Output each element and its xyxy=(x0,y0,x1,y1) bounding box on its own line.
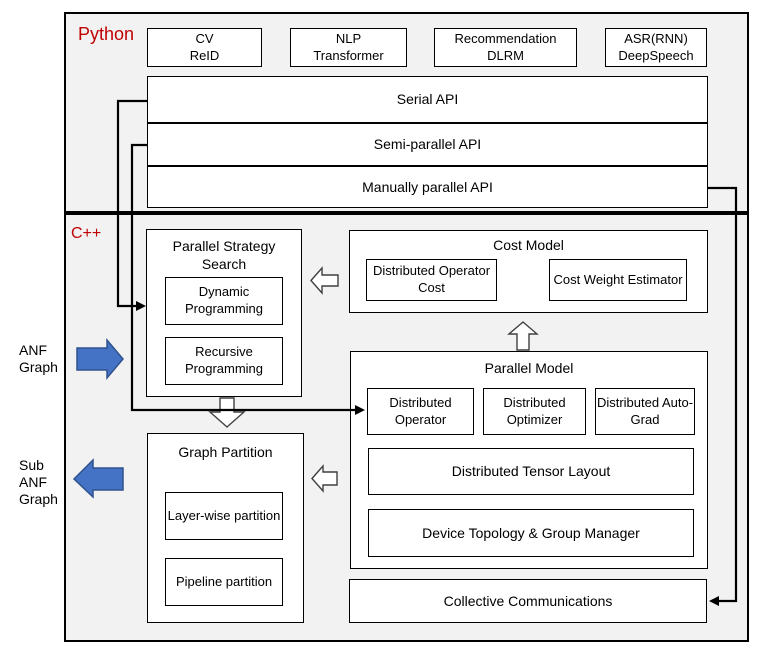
python-section-label: Python xyxy=(78,24,135,44)
distributed-tensor-layout-box: Distributed Tensor Layout xyxy=(368,448,694,495)
app-rec-line2: DLRM xyxy=(487,47,524,63)
parallel-strategy-search-title: Parallel Strategy Search xyxy=(172,238,276,273)
app-box-recommendation-dlrm xyxy=(434,28,577,67)
app-box-asr-deepspeech xyxy=(605,28,707,67)
distributed-operator-cost-box: Distributed Operator Cost xyxy=(366,259,497,301)
distributed-optimizer-box: Distributed Optimizer xyxy=(483,388,586,435)
app-rec-line1: Recommendation xyxy=(454,30,557,46)
cpp-section-label: C++ xyxy=(71,225,102,242)
app-asr-line1: ASR(RNN) xyxy=(624,30,688,46)
pipeline-partition-box: Pipeline partition xyxy=(165,558,283,606)
semi-parallel-api-layer: Semi-parallel API xyxy=(147,123,708,166)
dynamic-programming-box: Dynamic Programming xyxy=(165,277,283,325)
graph-partition-title: Graph Partition xyxy=(178,444,273,460)
device-topology-group-manager-box: Device Topology & Group Manager xyxy=(368,509,694,557)
app-nlp-line1: NLP xyxy=(335,30,362,46)
layer-wise-partition-box: Layer-wise partition xyxy=(165,492,283,540)
distributed-auto-grad-box: Distributed Auto-Grad xyxy=(595,388,695,435)
anf-graph-label: ANF Graph xyxy=(19,342,58,375)
cost-model-title: Cost Model xyxy=(493,237,564,253)
parallel-model-title: Parallel Model xyxy=(484,360,574,376)
cost-weight-estimator-box: Cost Weight Estimator xyxy=(549,259,687,301)
app-cv-line2: ReID xyxy=(189,47,220,63)
serial-api-layer: Serial API xyxy=(147,76,708,123)
recursive-programming-box: Recursive Programming xyxy=(165,337,283,385)
app-box-cv-reid xyxy=(147,28,262,67)
manually-parallel-api-layer: Manually parallel API xyxy=(147,166,708,208)
app-box-nlp-transformer xyxy=(290,28,407,67)
app-nlp-line2: Transformer xyxy=(313,47,384,63)
distributed-operator-box: Distributed Operator xyxy=(367,388,474,435)
collective-communications-box: Collective Communications xyxy=(349,579,707,623)
app-cv-line1: CV xyxy=(195,30,214,46)
app-asr-line2: DeepSpeech xyxy=(618,47,694,63)
sub-anf-graph-label: Sub ANF Graph xyxy=(19,457,58,507)
